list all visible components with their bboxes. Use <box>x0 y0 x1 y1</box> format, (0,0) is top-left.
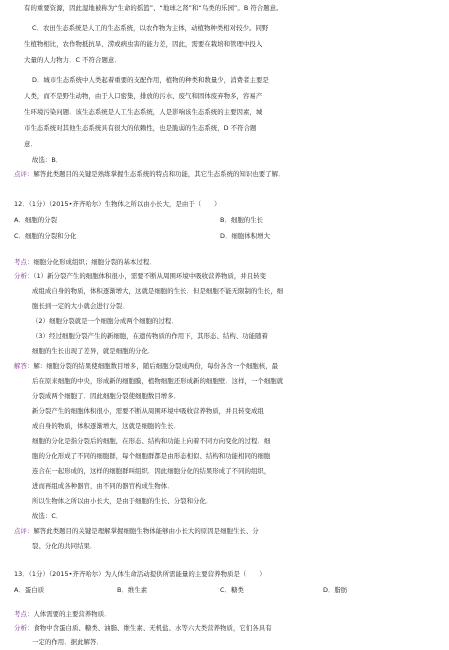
fenxi-text: （1）新分裂产生的细胞体积很小，需要不断从周围环境中吸收营养物质，并且转变 <box>33 272 267 280</box>
question-12-stem: 12．（1分）（2015•齐齐哈尔）生物体之所以由小长大，是由于（ ） <box>14 200 221 208</box>
kaodian-label: 考点： <box>14 258 34 266</box>
text-line: 人类，而不是野生动物，由于人口密集，排放的污水、废气和固体废弃物多，容易产 <box>24 92 263 100</box>
comment-label: 点评： <box>14 170 34 178</box>
text-line: 胞的分化形成了不同的细胞群，每个细胞群都是由形态相似、结构和功能相同的细胞 <box>32 452 271 460</box>
text-line: 市生态系统对其他生态系统具有很大的依赖性，也是脆弱的生态系统，D 不符合题 <box>24 124 257 132</box>
text-line: 连合在一起形成的，这样的细胞群叫组织．因此细胞分化的结果形成了不同的组织， <box>32 467 271 475</box>
jieda-label: 解答： <box>14 362 34 370</box>
text-line: 后在原来细胞的中央，形成新的细胞膜，植物细胞还形成新的细胞壁．这样，一个细胞就 <box>32 377 284 385</box>
option-b: B．维生素 <box>117 586 148 594</box>
jieda-line <box>14 358 434 374</box>
kaodian-label: 考点： <box>14 610 34 618</box>
text-line: 胞长到一定的大小就会进行分裂． <box>32 302 129 310</box>
text-line: 细胞的分化是指分裂后的细胞，在形态、结构和功能上向着不同方向变化的过程．细 <box>32 437 271 445</box>
comment-text: 解答此类题目的关键是熟练掌握生态系统的特点和功能，其它生态系统的知识也要了解． <box>33 170 285 178</box>
option-c: C．糖类 <box>220 586 244 594</box>
fenxi-line <box>14 268 434 284</box>
fenxi-text: 食物中含蛋白质、糖类、油脂、维生素、无机盐、水等六大类营养物质，它们各具有 <box>33 624 272 632</box>
jieda-text: 解：细胞分裂的结果使细胞数目增多，随后细胞分裂成两份，每份各含一个细胞核，最 <box>33 362 279 370</box>
text-line: （3）经过细胞分裂产生的新细胞，在遗传物质的作用下，其形态、结构、功能随着 <box>32 332 268 340</box>
text-line: 成自身的物质，体积逐渐增大，这就是细胞的生长． <box>32 422 181 430</box>
text-line: 所以生物体之所以由小长大，是由于细胞的生长、分裂和分化． <box>32 497 213 505</box>
option-a: A．细胞的分裂 <box>14 216 58 224</box>
question-12-options-row2 <box>14 228 434 244</box>
comment-label: 点评： <box>14 527 34 535</box>
text-line: 细胞的生长出现了差异，就是细胞的分化． <box>32 347 155 355</box>
answer-line: 故选：C． <box>32 512 63 520</box>
option-a: A．蛋白质 <box>14 586 45 594</box>
option-c: C．细胞的分裂和分化 <box>14 232 77 240</box>
comment-line <box>14 523 434 539</box>
text-line: 一定的作用．据此解答． <box>32 638 103 646</box>
text-line: （2）细胞分裂就是一个细胞分成两个细胞的过程． <box>32 317 178 325</box>
option-d: D．细胞体积增大 <box>220 232 271 240</box>
answer-line: 故选：B． <box>32 156 63 164</box>
text-line: D．城市生态系统中人类起着重要的支配作用，植物的种类和数量少，消费者主要是 <box>32 76 269 84</box>
text-line: 生环境污染问题．该生态系统是人工生态系统，人是影响该生态系统的主要因素，城 <box>24 108 263 116</box>
fenxi-label: 分析： <box>14 272 34 280</box>
option-b: B．细胞的生长 <box>220 216 264 224</box>
question-13-stem: 13．（1分）（2015•齐齐哈尔）为人体生命活动提供所需能量的主要营养物质是（ ） <box>14 570 266 578</box>
text-line: 大量的人力物力．C 不符合题意． <box>24 56 121 64</box>
option-d: D．脂肪 <box>323 586 348 594</box>
text-line: 有的重要资源，因此湿地被称为“生命的摇篮”、“地球之肾”和“鸟类的乐园”。B 符合题意。 <box>24 4 283 12</box>
text-line: 分裂成两个细胞了．因此细胞分裂使细胞数目增多． <box>32 392 181 400</box>
text-line: 进而再组成各种器官，由不同的器官构成生物体． <box>32 482 174 490</box>
text-line: 新分裂产生的细胞体积很小，需要不断从周围环境中吸收营养物质，并且转变成组 <box>32 407 264 415</box>
text-line: 成组成自身的物质，体积逐渐增大，这就是细胞的生长．但是细胞不能无限制的生长，细 <box>32 287 284 295</box>
kaodian-text: 人体需要的主要营养物质． <box>33 610 111 618</box>
comment-line <box>14 166 434 182</box>
text-line: 意． <box>24 140 37 148</box>
fenxi-label: 分析： <box>14 624 34 632</box>
text-line: C．农田生态系统是人工的生态系统，以农作物为主体，动植物种类相对较少。同野 <box>32 24 269 32</box>
question-13-options <box>14 582 434 598</box>
kaodian-text: 细胞分化形成组织；细胞分裂的基本过程． <box>33 258 156 266</box>
text-line: 裂、分化的共同结果． <box>32 542 97 550</box>
text-line: 生植物相比，农作物抵抗旱、涝或病虫害的能力差，因此，需要在栽培和管理中投入 <box>24 40 263 48</box>
comment-text: 解答此类题目的关键是理解掌握细胞生物体能够由小长大的原因是细胞生长、分 <box>33 527 259 535</box>
question-12-options-row1 <box>14 212 434 228</box>
